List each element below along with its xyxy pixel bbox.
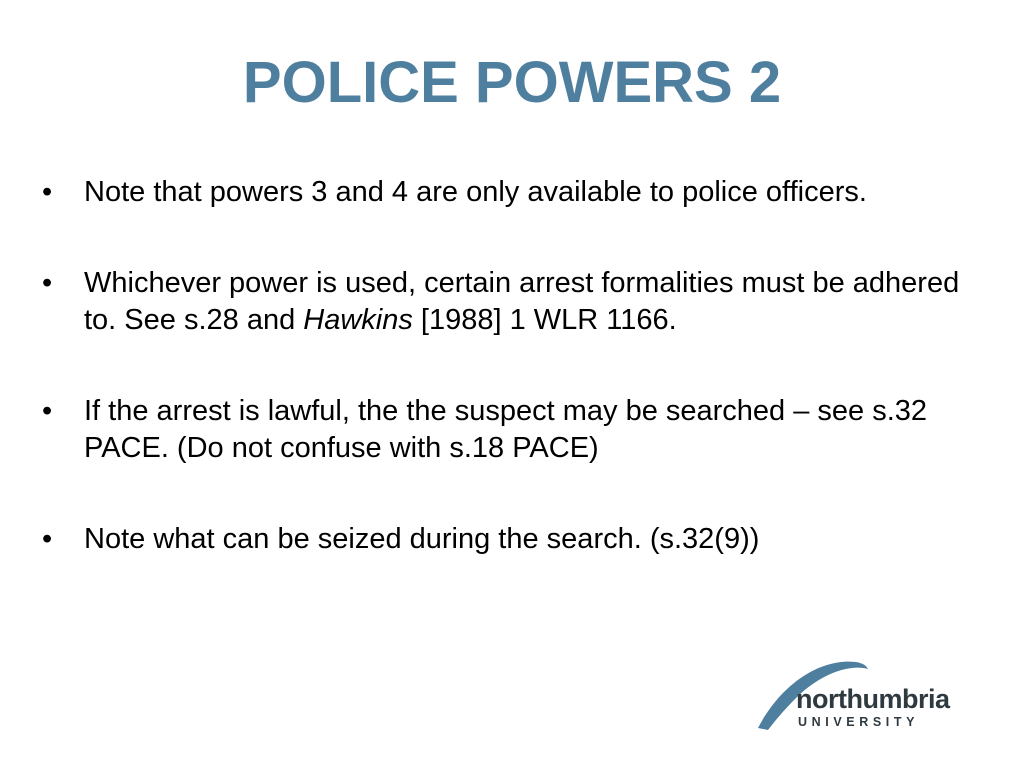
case-name-italic: Hawkins [303, 304, 413, 336]
bullet-list [42, 174, 992, 612]
bullet-text: Note that powers 3 and 4 are only available to police officers. [84, 176, 867, 208]
bullet-text: Whichever power is used, certain arrest formalities must be adhered to. See s.28 and [84, 267, 960, 336]
slide-title: POLICE POWERS 2 [242, 50, 782, 115]
bullet-marker: • [42, 267, 53, 299]
northumbria-logo [752, 652, 964, 738]
bullet-item-4 [42, 521, 992, 558]
bullet-text-after: [1988] 1 WLR 1166. [412, 304, 677, 336]
logo-subtitle: UNIVERSITY [798, 715, 920, 729]
logo-wordmark: northumbria [796, 684, 950, 714]
bullet-marker: • [42, 395, 53, 427]
bullet-marker: • [42, 176, 53, 208]
bullet-item-2 [42, 265, 992, 339]
bullet-marker: • [42, 523, 53, 555]
bullet-text: If the arrest is lawful, the the suspect may be searched – see s.32 PACE. (Do not confuse with s.18 PACE) [84, 395, 928, 464]
bullet-item-1 [42, 174, 992, 211]
bullet-text: Note what can be seized during the search. (s.32(9)) [84, 523, 760, 555]
bullet-item-3 [42, 393, 992, 467]
